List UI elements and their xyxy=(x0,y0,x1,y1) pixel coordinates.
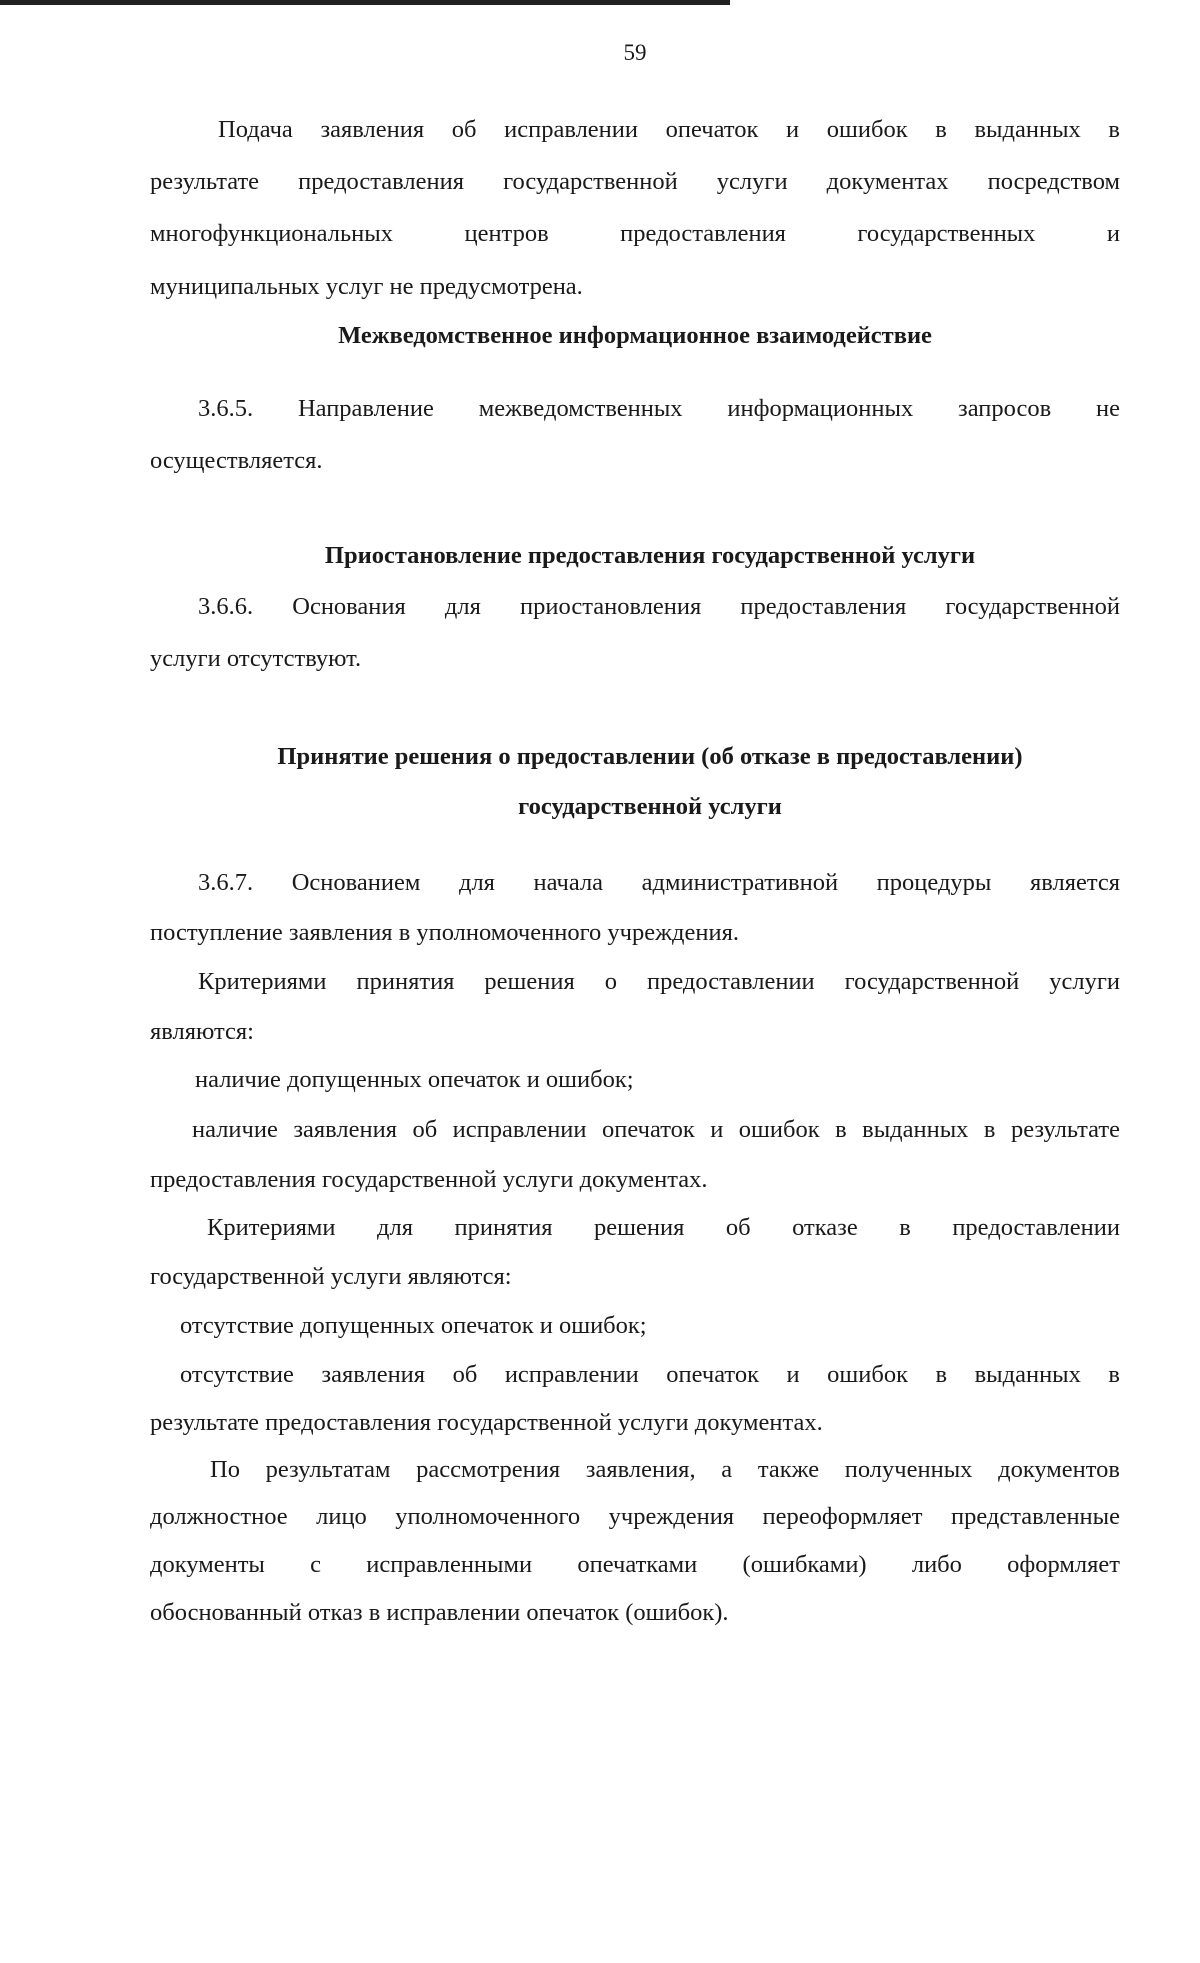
para2-line1: 3.6.5. Направление межведомственных информационных запросов не xyxy=(198,395,1120,422)
para3-line1: 3.6.6. Основания для приостановления предоставления государственной xyxy=(198,593,1120,620)
para1-line4: муниципальных услуг не предусмотрена. xyxy=(150,273,583,300)
para8-line2: государственной услуги являются: xyxy=(150,1263,512,1290)
para4-line1: 3.6.7. Основанием для начала административной процедуры является xyxy=(198,869,1120,896)
para10-line1: отсутствие заявления об исправлении опечаток и ошибок в выданных в xyxy=(180,1361,1120,1388)
para2-line2: осуществляется. xyxy=(150,447,323,474)
para8-line1: Критериями для принятия решения об отказе в предоставлении xyxy=(207,1214,1120,1241)
para4-line2: поступление заявления в уполномоченного учреждения. xyxy=(150,919,739,946)
para11-line3: документы с исправленными опечатками (ошибками) либо оформляет xyxy=(150,1551,1120,1578)
para7-line1: наличие заявления об исправлении опечаток и ошибок в выданных в результате xyxy=(192,1116,1120,1143)
heading-suspension: Приостановление предоставления государственной услуги xyxy=(324,542,976,569)
para1-line1: Подача заявления об исправлении опечаток и ошибок в выданных в xyxy=(218,116,1120,143)
criterion-errors-absent: отсутствие допущенных опечаток и ошибок; xyxy=(180,1312,647,1339)
criterion-errors-present: наличие допущенных опечаток и ошибок; xyxy=(195,1066,634,1093)
para5-line1: Критериями принятия решения о предоставлении государственной услуги xyxy=(198,968,1120,995)
para10-line2: результате предоставления государственной услуги документах. xyxy=(150,1409,823,1436)
para5-line2: являются: xyxy=(150,1018,254,1045)
para7-line2: предоставления государственной услуги документах. xyxy=(150,1166,708,1193)
para11-line1: По результатам рассмотрения заявления, а также полученных документов xyxy=(210,1456,1120,1483)
para11-line2: должностное лицо уполномоченного учреждения переоформляет представленные xyxy=(150,1503,1120,1530)
para3-line2: услуги отсутствуют. xyxy=(150,645,362,672)
para1-line2: результате предоставления государственной услуги документах посредством xyxy=(150,168,1120,195)
page-number: 59 xyxy=(623,40,647,65)
heading-decision-line1: Принятие решения о предоставлении (об отказе в предоставлении) xyxy=(277,743,1023,770)
para1-line3: многофункциональных центров предоставления государственных и xyxy=(150,220,1120,247)
heading-decision-line2: государственной услуги xyxy=(518,793,782,820)
heading-interagency: Межведомственное информационное взаимодействие xyxy=(338,322,932,349)
para11-line4: обоснованный отказ в исправлении опечаток (ошибок). xyxy=(150,1599,729,1626)
